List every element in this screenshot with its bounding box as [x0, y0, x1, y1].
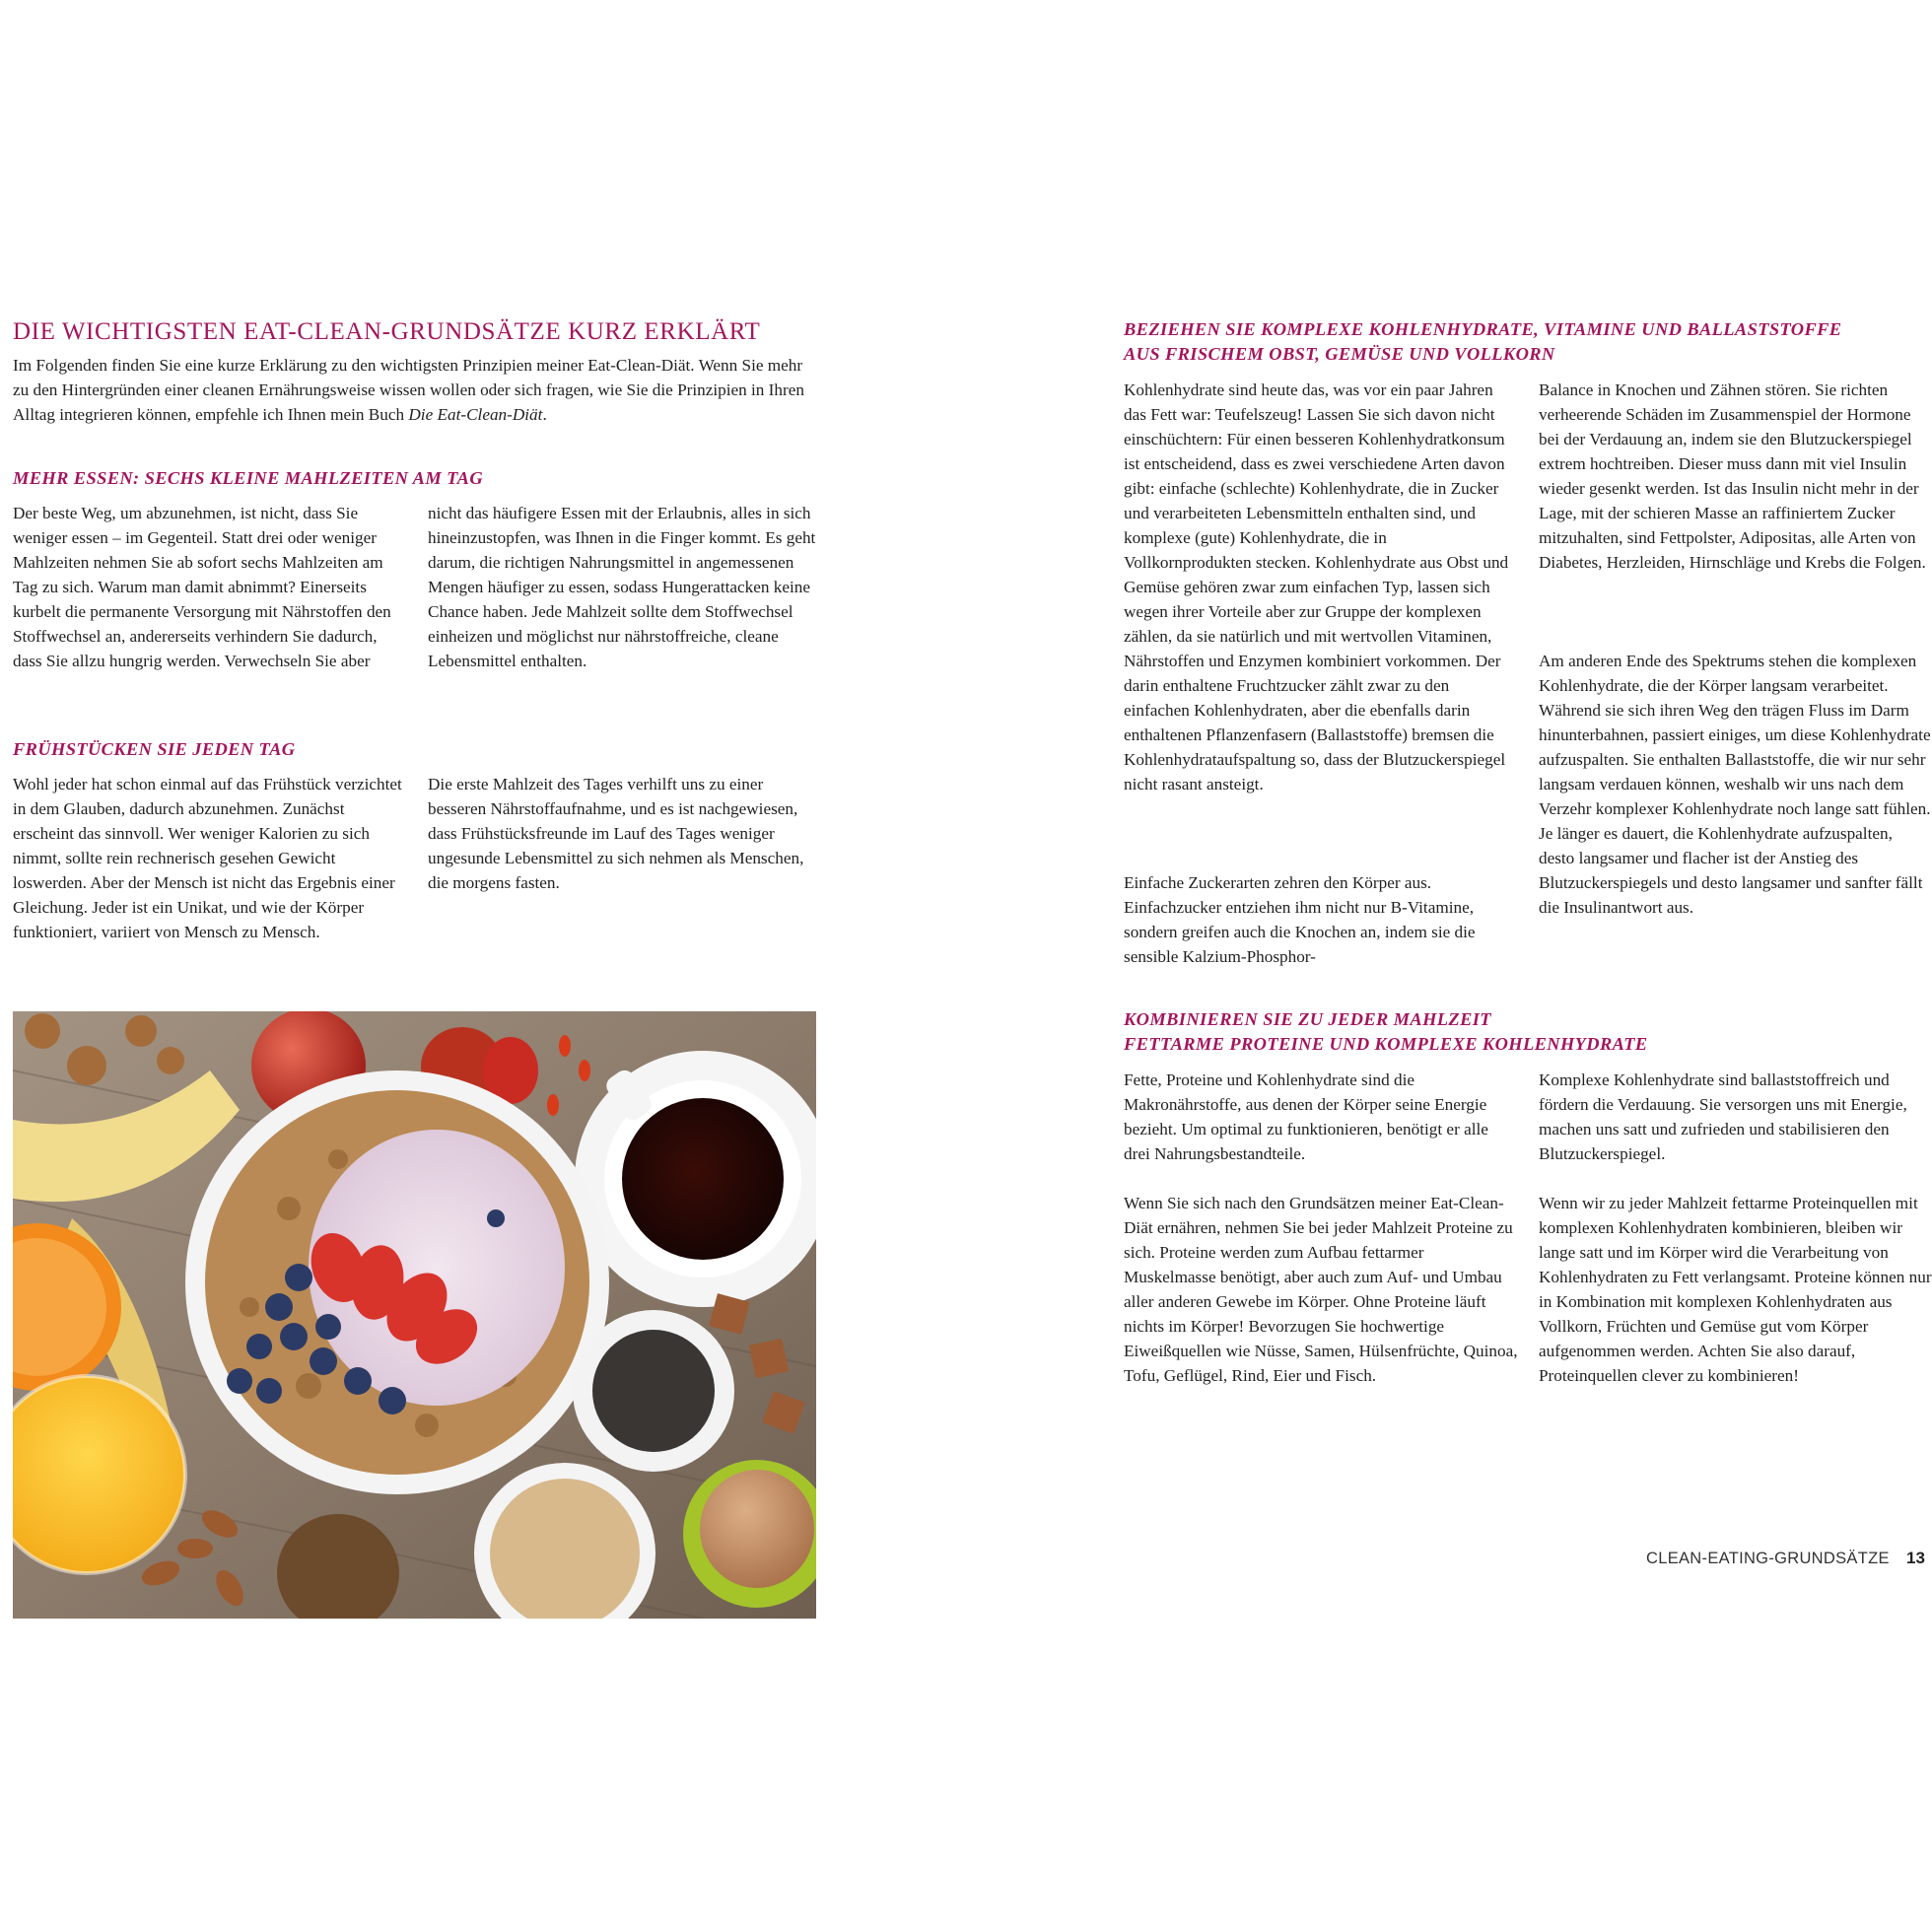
section-heading-kombinieren-line1: KOMBINIEREN SIE ZU JEDER MAHLZEIT [1124, 1009, 1491, 1029]
intro-paragraph [13, 353, 821, 427]
section-kombinieren-col1-p1: Fette, Proteine und Kohlenhydrate sind die Makronährstoffe, aus denen der Körper seine Energie bezieht. Um optimal zu funktionieren, benötigt er alle drei Nahrungsbestandteile. [1124, 1070, 1488, 1163]
section-kohlenhydrate-col2-p1: Balance in Knochen und Zähnen stören. Sie richten verheerende Schäden im Zusammenspiel der Hormone bei der Verdauung an, indem sie den Blutzuckerspiegel extrem hochtreiben. Dieser muss dann mit viel Insulin wieder gesenkt werden. Ist das Insulin nicht mehr in der Lage, mit der schieren Masse an raffiniertem Zucker mitzuhalten, sind Fettpolster, Adipositas, alle Arten von Diabetes, Herzleiden, Hirnschläge und Krebs die Folgen. [1539, 380, 1926, 572]
section-kohlenhydrate-col2-p2: Am anderen Ende des Spektrums stehen die komplexen Kohlenhydrate, die der Körper langsam verarbeitet. Während sie sich ihren Weg den trägen Fluss im Darm hinunterbahnen, passiert einiges, um diese Kohlenhydrate aufzuspalten. Sie enthalten Ballaststoffe, die wir nur sehr langsam verdauen können, weshalb wir uns nach dem Verzehr komplexer Kohlenhydrate noch lange satt fühlen. Je länger es dauert, die Kohlenhydrate aufzuspalten, desto langsamer und flacher ist der Anstieg des Blutzuckerspiegels und desto langsamer und sanfter fällt die Insulinantwort aus. [1539, 652, 1931, 917]
section-heading-kombinieren-line2: FETTARME PROTEINE UND KOMPLEXE KOHLENHYDRATE [1124, 1034, 1648, 1054]
breakfast-photo [13, 1011, 816, 1619]
intro-text: Im Folgenden finden Sie eine kurze Erklärung zu den wichtigsten Prinzipien meiner Eat-Clean-Diät. Wenn Sie mehr zu den Hintergründen einer cleanen Ernährungsweise wissen wollen oder sich fragen, wie Sie die Prinzipien in Ihren Alltag integrieren können, empfehle ich Ihnen mein Buch [13, 356, 804, 424]
footer-chapter-label: CLEAN-EATING-GRUNDSÄTZE [1646, 1550, 1890, 1567]
section-kombinieren-col1-p2: Wenn Sie sich nach den Grundsätzen meiner Eat-Clean-Diät ernähren, nehmen Sie bei jeder Mahlzeit Proteine zu sich. Proteine werden zum Aufbau fettarmer Muskelmasse benötigt, aber auch zum Auf- und Umbau aller anderen Gewebe im Körper. Ohne Proteine läuft nichts im Körper! Bevorzugen Sie hochwertige Eiweißquellen wie Nüsse, Samen, Hülsenfrüchte, Quinoa, Tofu, Geflügel, Rind, Eier und Fisch. [1124, 1194, 1518, 1385]
intro-end: . [542, 405, 547, 424]
section-kombinieren-col2-p1: Komplexe Kohlenhydrate sind ballaststoffreich und fördern die Verdauung. Sie versorgen uns mit Energie, machen uns satt und zufrieden und stabilisieren den Blutzuckerspiegel. [1539, 1070, 1907, 1163]
section-heading-fruehstuecken: FRÜHSTÜCKEN SIE JEDEN TAG [13, 739, 296, 759]
section-kohlenhydrate-col1-p2: Einfache Zuckerarten zehren den Körper aus. Einfachzucker entziehen ihm nicht nur B-Vitamine, sondern greifen auch die Knochen an, indem sie die sensible Kalzium-Phosphor- [1124, 873, 1476, 966]
section-mehr-essen-col2: nicht das häufigere Essen mit der Erlaubnis, alles in sich hineinzustopfen, was Ihnen in die Finger kommt. Es geht darum, die richtigen Nahrungsmittel in angemessenen Mengen häufiger zu essen, sodass Hungerattacken keine Chance haben. Jede Mahlzeit sollte dem Stoffwechsel einheizen und möglichst nur nährstoffreiche, cleane Lebensmittel enthalten. [428, 504, 816, 670]
section-mehr-essen-col1: Der beste Weg, um abzunehmen, ist nicht, dass Sie weniger essen – im Gegenteil. Statt drei oder weniger Mahlzeiten nehmen Sie ab sofort sechs Mahlzeiten am Tag zu sich. Warum man damit abnimmt? Einerseits kurbelt die permanente Versorgung mit Nährstoffen den Stoffwechsel an, andererseits verhindern Sie dadurch, dass Sie allzu hungrig werden. Verwechseln Sie aber [13, 504, 391, 670]
section-fruehstuecken-col2: Die erste Mahlzeit des Tages verhilft uns zu einer besseren Nährstoffaufnahme, und es ist nachgewiesen, dass Frühstücksfreunde im Lauf des Tages weniger ungesunde Lebensmittel zu sich nehmen als Menschen, die morgens fasten. [428, 775, 804, 892]
section-heading-kohlenhydrate-line1: BEZIEHEN SIE KOMPLEXE KOHLENHYDRATE, VITAMINE UND BALLASTSTOFFE [1124, 319, 1842, 339]
section-kombinieren-col2-p2: Wenn wir zu jeder Mahlzeit fettarme Proteinquellen mit komplexen Kohlenhydraten kombinieren, bleiben wir lange satt und im Körper wird die Verarbeitung von Kohlenhydraten zu Fett verlangsamt. Proteine können nur in Kombination mit komplexen Kohlenhydraten aus Vollkorn, Früchten und Gemüse gut vom Körper aufgenommen werden. Achten Sie also darauf, Proteinquellen clever zu kombinieren! [1539, 1194, 1932, 1385]
section-kohlenhydrate-col1-p1: Kohlenhydrate sind heute das, was vor ein paar Jahren das Fett war: Teufelszeug! Lassen Sie sich davon nicht einschüchtern: Für einen besseren Kohlenhydratkonsum ist entscheidend, dass es zwei verschiedene Arten davon gibt: einfache (schlechte) Kohlenhydrate, die in Zucker und verarbeiteten Lebensmitteln enthalten sind, und komplexe (gute) Kohlenhydrate, die in Vollkornprodukten stecken. Kohlenhydrate aus Obst und Gemüse gehören zwar zum einfachen Typ, lassen sich wegen ihrer Vorteile aber zur Gruppe der komplexen zählen, da sie natürlich und mit wertvollen Vitaminen, Nährstoffen und Enzymen kombiniert vorkommen. Der darin enthaltene Fruchtzucker zählt zwar zu den einfachen Kohlenhydraten, aber die ebenfalls darin enthaltenen Pflanzenfasern (Ballaststoffe) bremsen die Kohlenhydrataufspaltung so, dass der Blutzuckerspiegel nicht rasant ansteigt. [1124, 380, 1509, 794]
section-heading-mehr-essen: MEHR ESSEN: SECHS KLEINE MAHLZEITEN AM TAG [13, 468, 484, 488]
intro-book-title: Die Eat-Clean-Diät [408, 405, 543, 424]
section-fruehstuecken-col1: Wohl jeder hat schon einmal auf das Frühstück verzichtet in dem Glauben, dadurch abzunehmen. Zunächst erscheint das sinnvoll. Wer weniger Kalorien zu sich nimmt, sollte rein rechnerisch gesehen Gewicht loswerden. Aber der Mensch ist nicht das Ergebnis einer Gleichung. Jeder ist ein Unikat, und wie der Körper funktioniert, variiert von Mensch zu Mensch. [13, 775, 402, 941]
page-number: 13 [1906, 1549, 1925, 1567]
section-heading-kohlenhydrate-line2: AUS FRISCHEM OBST, GEMÜSE UND VOLLKORN [1124, 344, 1555, 364]
page-title: DIE WICHTIGSTEN EAT-CLEAN-GRUNDSÄTZE KURZ ERKLÄRT [13, 318, 761, 345]
